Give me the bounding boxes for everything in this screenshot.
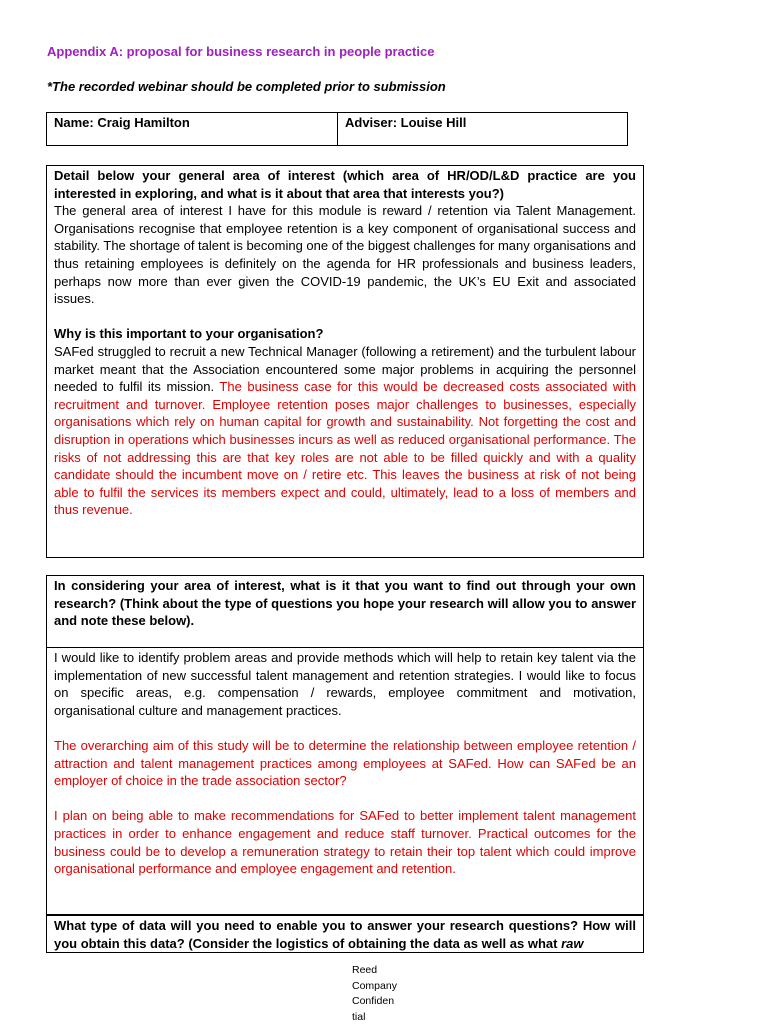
footer-line: tial bbox=[352, 1010, 412, 1025]
importance-answer-text: SAFed struggled to recruit a new Technical Manager (following a retirement) and the turbulent labour market meant that the Association encountered some major problems in acquiring the personnel needed to fulfil its mission. bbox=[54, 344, 636, 394]
importance-question: Why is this important to your organisation? bbox=[54, 325, 636, 343]
area-of-interest-answer: The general area of interest I have for this module is reward / retention via Talent Management. Organisations recognise that employee retention is a key component of organisational success and stability. The shortage of talent is becoming one of the biggest challenges for many organisations and thus retaining employees is definitely on the agenda for HR professionals and business leaders, perhaps now more than ever given the COVID-19 pandemic, the UK’s EU Exit and associated issues. bbox=[54, 202, 636, 308]
name-adviser-table bbox=[46, 112, 628, 146]
research-question-box bbox=[46, 575, 644, 648]
footer-line: Reed bbox=[352, 963, 412, 979]
business-case-text: The business case for this would be decreased costs associated with recruitment and turnover. Employee retention poses major challenges to businesses, especially organisations which rely on human capital for growth and sustainability. Not forgetting the cost and disruption in operations which businesses incurs as well as reduced organisational performance. The risks of not addressing this are that key roles are not able to be filled quickly and with a quality candidate should the incumbent move on / retire etc. This leaves the business at risk of not being able to fulfil the services its members expect and could, ultimately, lead to a loss of members and thus revenue. bbox=[54, 379, 636, 517]
research-answer-box bbox=[46, 648, 644, 915]
data-question-italic: raw bbox=[561, 936, 583, 951]
area-of-interest-box bbox=[46, 165, 644, 558]
importance-answer bbox=[54, 343, 636, 519]
adviser-name: Adviser: Louise Hill bbox=[338, 113, 627, 145]
research-answer: I would like to identify problem areas and provide methods which will help to retain key talent via the implementation of new successful talent management and retention strategies. I would like to focus on specific areas, e.g. compensation / rewards, employee commitment and motivation, organisational culture and management practices. bbox=[54, 649, 636, 719]
appendix-title: Appendix A: proposal for business research in people practice bbox=[47, 44, 434, 59]
webinar-note: *The recorded webinar should be completed prior to submission bbox=[47, 79, 446, 94]
footer-line: Confiden bbox=[352, 994, 412, 1010]
confidentiality-footer bbox=[352, 963, 412, 1025]
recommendation-plan: I plan on being able to make recommendations for SAFed to better implement talent management practices in order to enhance engagement and reduce staff turnover. Practical outcomes for the business could be to develop a remuneration strategy to retain their top talent which could improve organisational performance and employee engagement and retention. bbox=[54, 807, 636, 877]
data-question-text: What type of data will you need to enable you to answer your research questions? How will you obtain this data? (Consider the logistics of obtaining the data as well as what bbox=[54, 918, 636, 951]
study-aim: The overarching aim of this study will be to determine the relationship between employee retention / attraction and talent management practices among employees at SAFed. How can SAFed be an employer of choice in the trade association sector? bbox=[54, 737, 636, 790]
student-name: Name: Craig Hamilton bbox=[47, 113, 338, 145]
data-question bbox=[54, 917, 636, 952]
research-question: In considering your area of interest, what is it that you want to find out through your own research? (Think about the type of questions you hope your research will allow you to answer and note these below). bbox=[54, 577, 636, 630]
footer-line: Company bbox=[352, 979, 412, 995]
data-question-box bbox=[46, 915, 644, 953]
area-of-interest-question: Detail below your general area of interest (which area of HR/OD/L&D practice are you interested in exploring, and what is it about that area that interests you?) bbox=[54, 167, 636, 202]
